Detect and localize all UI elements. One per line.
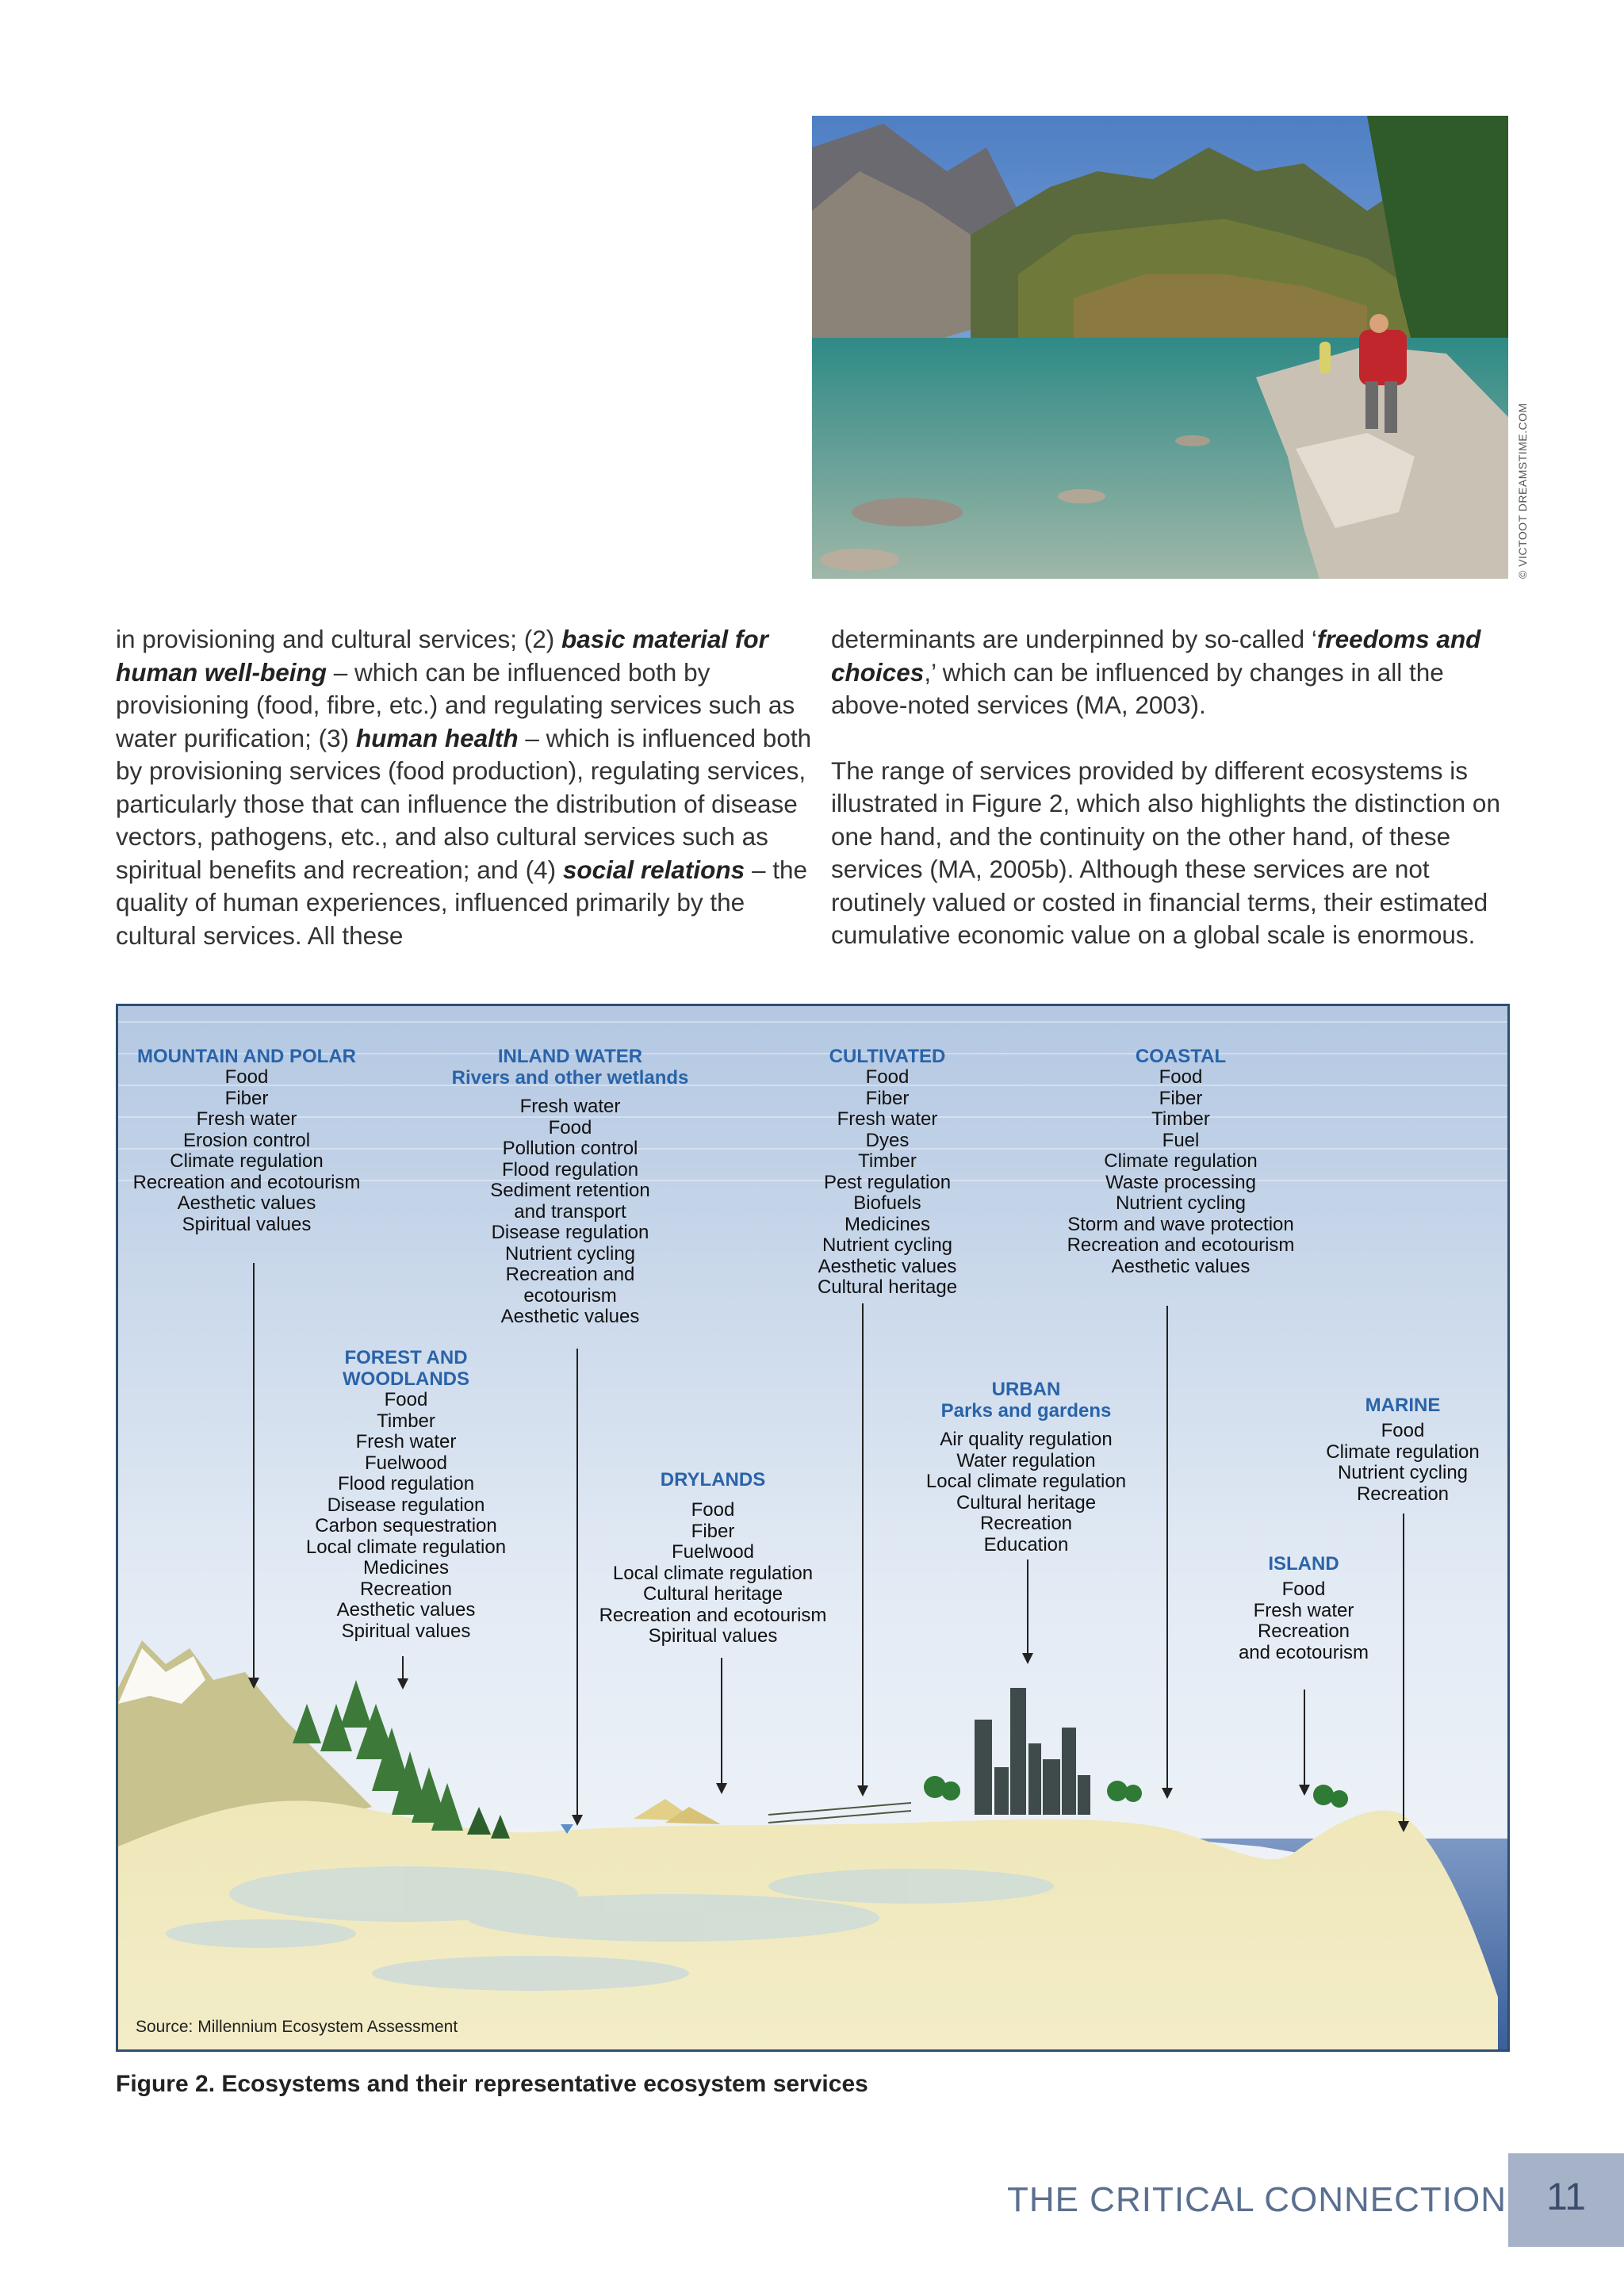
ecosystem-services-figure (116, 1004, 1510, 2052)
service-item: Food (691, 1499, 735, 1521)
service-item: and ecotourism (1238, 1641, 1369, 1663)
service-item: Air quality regulation (940, 1429, 1113, 1450)
service-item: Timber (377, 1410, 435, 1432)
eco-mountain-title: MOUNTAIN AND POLAR (137, 1046, 356, 1067)
service-item: Disease regulation (327, 1494, 485, 1516)
eco-coastal-services (1046, 1067, 1316, 1277)
eco-mountain-services (128, 1067, 366, 1235)
arrow-coastal (1166, 1306, 1168, 1797)
service-item: ecotourism (523, 1284, 617, 1307)
service-item: Food (1381, 1420, 1425, 1441)
arrow-cultivated (862, 1303, 864, 1795)
service-item: Food (224, 1066, 269, 1088)
eco-coastal-title: COASTAL (1135, 1046, 1227, 1067)
eco-mountain (128, 1046, 366, 1235)
service-item: Erosion control (182, 1129, 311, 1151)
body-text: – which is influenced both by provisioning services (food production), regulating services, particularly those that can influence the distribution of disease vectors, pathogens, etc., and also cultural services such as spiritual benefits and recreation; and (4) (116, 723, 812, 884)
service-item: Fiber (1159, 1087, 1203, 1109)
running-title: THE CRITICAL CONNECTION (1006, 2180, 1507, 2219)
service-item: Disease regulation (491, 1222, 649, 1243)
service-item: Food (548, 1116, 592, 1138)
service-item: Timber (1151, 1108, 1210, 1130)
eco-forest-title: FOREST AND WOODLANDS (343, 1347, 469, 1390)
service-item: Medicines (844, 1213, 931, 1235)
service-item: Fresh water (196, 1108, 297, 1130)
eco-cultivated-title: CULTIVATED (829, 1046, 946, 1067)
eco-island-services (1228, 1579, 1379, 1663)
eco-forest-services (291, 1390, 521, 1642)
arrow-island (1304, 1689, 1305, 1794)
service-item: Food (1159, 1066, 1203, 1088)
left-column (116, 623, 814, 952)
service-item: Climate regulation (1104, 1150, 1258, 1172)
service-item: Medicines (362, 1557, 450, 1578)
service-item: Aesthetic values (818, 1255, 957, 1277)
service-item: Recreation (1356, 1483, 1450, 1505)
page-number-box (1508, 2153, 1624, 2247)
body-text: ,’ which can be influenced by changes in all the above-noted services (MA, 2003). (831, 657, 1444, 719)
service-item: and transport (514, 1200, 626, 1223)
eco-inland-title: INLAND WATER (497, 1046, 643, 1067)
left-paragraph-1 (116, 623, 814, 952)
emphasis-text: human health (355, 723, 519, 752)
service-item: Fresh water (1253, 1599, 1354, 1621)
service-item: Pest regulation (823, 1171, 952, 1193)
service-item: Storm and wave protection (1067, 1213, 1294, 1235)
service-item: Pollution control (502, 1138, 638, 1159)
service-item: Dyes (865, 1129, 910, 1151)
service-item: Aesthetic values (1111, 1255, 1251, 1277)
service-item: Waste processing (1105, 1171, 1256, 1193)
eco-urban (911, 1379, 1141, 1556)
eco-marine-services (1323, 1421, 1482, 1505)
body-text: – the quality of human experiences, influenced primarily by the cultural services. All these (116, 855, 807, 950)
service-item: Local climate regulation (925, 1471, 1127, 1492)
body-text: – which can be influenced both by provisioning (food, fibre, etc.) and regulating services such as water purification; (3) (116, 657, 795, 752)
service-item: Food (865, 1066, 910, 1088)
service-item: Spiritual values (648, 1625, 778, 1647)
service-item: Recreation (979, 1513, 1073, 1534)
service-item: Food (384, 1389, 428, 1410)
emphasis-text: social relations (562, 855, 745, 884)
service-item: Timber (858, 1150, 917, 1172)
photo-credit: © VICTOOT DREAMSTIME.COM (1516, 403, 1529, 579)
arrow-urban (1027, 1559, 1028, 1663)
service-item: Nutrient cycling (504, 1242, 636, 1265)
service-item: Flood regulation (337, 1473, 475, 1494)
eco-cultivated (768, 1046, 1006, 1299)
service-item: Fiber (691, 1520, 735, 1542)
service-item: Recreation and ecotourism (132, 1171, 361, 1193)
arrow-inland (576, 1349, 578, 1824)
emphasis-text: freedoms and choices (831, 625, 1481, 687)
service-item: Climate regulation (170, 1150, 324, 1172)
service-item: Nutrient cycling (1337, 1462, 1469, 1483)
service-item: Flood regulation (501, 1158, 639, 1181)
service-item: Education (983, 1533, 1069, 1556)
service-item: Biofuels (853, 1192, 921, 1214)
eco-marine-title: MARINE (1365, 1395, 1441, 1416)
service-item: Carbon sequestration (315, 1515, 497, 1536)
service-item: Aesthetic values (336, 1599, 476, 1621)
right-paragraph-2 (831, 755, 1513, 952)
eco-inland (451, 1046, 689, 1328)
service-item: Nutrient cycling (1115, 1192, 1247, 1214)
lake-mountain-illustration (812, 116, 1508, 579)
eco-island (1228, 1553, 1379, 1663)
service-item: Spiritual values (341, 1620, 471, 1642)
figure-source: Source: Millennium Ecosystem Assessment (136, 2018, 458, 2036)
body-text: determinants are underpinned by so-called ‘ (831, 625, 1317, 653)
hiking-photo (812, 116, 1508, 579)
eco-urban-subtitle: Parks and gardens (940, 1400, 1112, 1422)
service-item: Recreation (1257, 1621, 1350, 1642)
service-item: Sediment retention (490, 1180, 650, 1201)
arrow-marine (1403, 1513, 1404, 1831)
eco-island-title: ISLAND (1268, 1553, 1339, 1575)
eco-inland-subtitle: Rivers and other wetlands (451, 1067, 689, 1089)
right-column (831, 623, 1513, 952)
service-item: Cultural heritage (642, 1583, 783, 1605)
service-item: Food (1281, 1578, 1326, 1600)
right-paragraph-1 (831, 623, 1513, 722)
service-item: Fresh water (519, 1096, 621, 1117)
eco-coastal (1046, 1046, 1316, 1277)
service-item: Aesthetic values (177, 1192, 316, 1214)
service-item: Aesthetic values (500, 1306, 640, 1327)
arrow-mountain (253, 1263, 255, 1687)
eco-drylands-services (586, 1500, 840, 1647)
service-item: Recreation (359, 1578, 453, 1600)
service-item: Spiritual values (182, 1213, 312, 1235)
service-item: Climate regulation (1326, 1441, 1480, 1463)
eco-urban-services (911, 1429, 1141, 1556)
figure-caption: Figure 2. Ecosystems and their representative ecosystem services (116, 2071, 868, 2097)
service-item: Cultural heritage (817, 1276, 958, 1298)
service-item: Recreation and ecotourism (1067, 1234, 1295, 1256)
service-item: Fuel (1162, 1129, 1200, 1151)
body-text: in provisioning and cultural services; (2) (116, 625, 562, 653)
service-item: Fresh water (837, 1108, 938, 1130)
service-item: Fuelwood (364, 1452, 448, 1474)
service-item: Recreation and ecotourism (599, 1604, 827, 1626)
eco-drylands-title: DRYLANDS (660, 1469, 766, 1490)
emphasis-text: basic material for human well-being (116, 625, 768, 687)
service-item: Cultural heritage (956, 1491, 1097, 1513)
service-item: Local climate regulation (305, 1536, 507, 1558)
service-item: Nutrient cycling (822, 1234, 953, 1256)
eco-marine (1323, 1395, 1482, 1505)
eco-cultivated-services (768, 1067, 1006, 1299)
arrow-drylands (721, 1658, 722, 1793)
eco-inland-services (451, 1096, 689, 1328)
eco-drylands (586, 1469, 840, 1647)
page-number: 11 (1546, 2176, 1586, 2218)
service-item: Recreation and (505, 1264, 635, 1285)
arrow-forest (402, 1656, 404, 1688)
service-item: Fiber (865, 1087, 910, 1109)
service-item: Fresh water (355, 1431, 457, 1452)
eco-urban-title: URBAN (991, 1379, 1061, 1400)
service-item: Fuelwood (671, 1541, 755, 1563)
service-item: Fiber (224, 1087, 269, 1109)
eco-forest (291, 1347, 521, 1642)
body-text: The range of services provided by different ecosystems is illustrated in Figure 2, which also highlights the distinction on one hand, and the continuity on the other hand, of these services (MA, 2005b). Although these services are not routinely valued or costed in financial terms, their estimated cumulative economic value on a global scale is enormous. (831, 756, 1500, 949)
service-item: Water regulation (956, 1449, 1096, 1471)
service-item: Local climate regulation (612, 1562, 814, 1584)
